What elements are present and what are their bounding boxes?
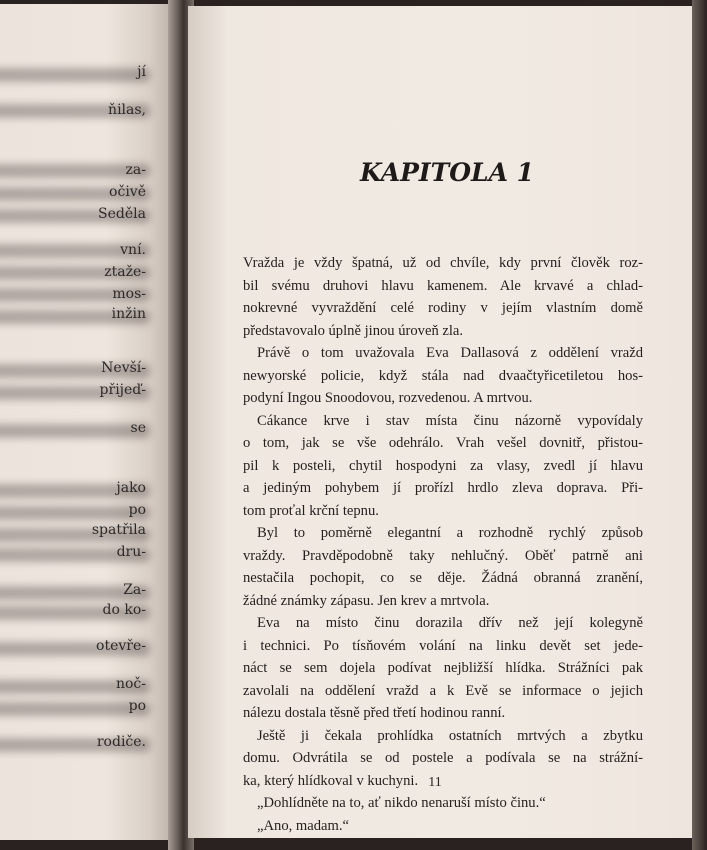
left-line: ňilas, — [108, 102, 146, 118]
text-line: představovalo úplně jinou úroveň zla. — [243, 322, 464, 339]
left-line: přijeď- — [99, 382, 146, 398]
left-line: po — [128, 698, 146, 714]
text-line: Ještě ji čekala prohlídka ostatních mrtvých a zbytku — [257, 727, 643, 744]
left-line: inžin — [111, 306, 146, 322]
text-line: Cákance krve i stav místa činu názorně vypovídaly — [257, 412, 643, 429]
text-line: zavolali na oddělení vražd a k Evě se informace o jejich — [243, 682, 643, 699]
blurred-text — [0, 424, 150, 438]
text-line: vraždy. Pravděpodobně taky nehlučný. Oběť patrně ani — [243, 547, 643, 564]
left-page — [0, 4, 176, 840]
left-line: Nevší- — [101, 360, 146, 376]
text-line: nestačila pochopit, co se děje. Žádná obranná zranění, — [243, 570, 643, 586]
text-line: ka, který hlídkoval v kuchyni. — [243, 772, 419, 789]
blurred-text — [0, 506, 150, 520]
text-line: domu. Odvrátila se od postele a podívala se na strážní- — [243, 750, 643, 766]
left-line: jako — [116, 480, 146, 496]
chapter-title: KAPITOLA 1 — [360, 158, 535, 187]
text-line: i technici. Po tísňovém volání na linku devět set jede- — [243, 637, 643, 654]
text-line: „Ano, madam.“ — [257, 817, 349, 834]
left-line: očivě — [109, 184, 146, 200]
text-line: tom proťal krční tepnu. — [243, 502, 379, 519]
left-line: mos- — [112, 286, 146, 302]
left-line: jí — [137, 64, 146, 80]
left-line: Seděla — [98, 206, 146, 222]
left-line: spatřila — [91, 522, 146, 538]
text-line: nálezu dostala těsně před třetí hodinou ranní. — [243, 705, 506, 721]
text-line: žádné známky zápasu. Jen krev a mrtvola. — [243, 592, 490, 609]
left-line: se — [130, 420, 146, 436]
text-line: Eva na místo činu dorazila dřív než její kolegyně — [257, 615, 643, 631]
chapter-body — [243, 252, 643, 837]
text-line: náct se sem dojela podívat nejbližší hlídka. Strážníci pak — [243, 660, 643, 676]
left-line: za- — [125, 162, 146, 178]
left-line: vní. — [120, 242, 146, 258]
left-line: po — [128, 502, 146, 518]
blurred-text — [0, 702, 150, 716]
page-number: 11 — [428, 775, 442, 790]
left-line: do ko- — [102, 602, 146, 618]
text-line: bil svému druhovi hlavu kamenem. Ale krvavé a chlad- — [243, 277, 643, 294]
text-line: pil k posteli, chytil hospodyni za vlasy, zvedl jí hlavu — [243, 457, 643, 474]
text-line: nokrevné vyvraždění celé rodiny v jejím vlastním domě — [243, 300, 643, 316]
text-line: a jediným pohybem jí proříz​l hrdlo zleva doprava. Při- — [243, 480, 643, 496]
left-line: dru- — [116, 544, 146, 560]
left-line: noč- — [115, 676, 146, 692]
text-line: „Dohlídněte na to, ať nikdo nenaruší místo činu.“ — [257, 795, 546, 811]
text-line: newyorské policie, když stála nad dvaačtyřicetiletou hos- — [243, 367, 643, 384]
left-line: rodiče. — [96, 734, 146, 750]
text-line: Vražda je vždy špatná, už od chvíle, kdy první člověk roz- — [243, 255, 643, 271]
left-line: ztaže- — [104, 264, 146, 280]
left-line: Za- — [123, 582, 146, 598]
blurred-text — [0, 68, 150, 82]
text-line: o tom, jak se vše odehrálo. Vrah vešel dovnitř, přistou- — [243, 435, 643, 451]
text-line: podyní Ingou Snoodovou, rozvedenou. A mrtvou. — [243, 390, 533, 406]
left-line: otevře- — [96, 638, 146, 654]
text-line: Právě o tom uvažovala Eva Dallasová z oddělení vražd — [257, 345, 643, 361]
text-line: Byl to poměrně elegantní a rozhodně rychlý způsob — [257, 525, 643, 541]
book-edge — [692, 0, 707, 850]
